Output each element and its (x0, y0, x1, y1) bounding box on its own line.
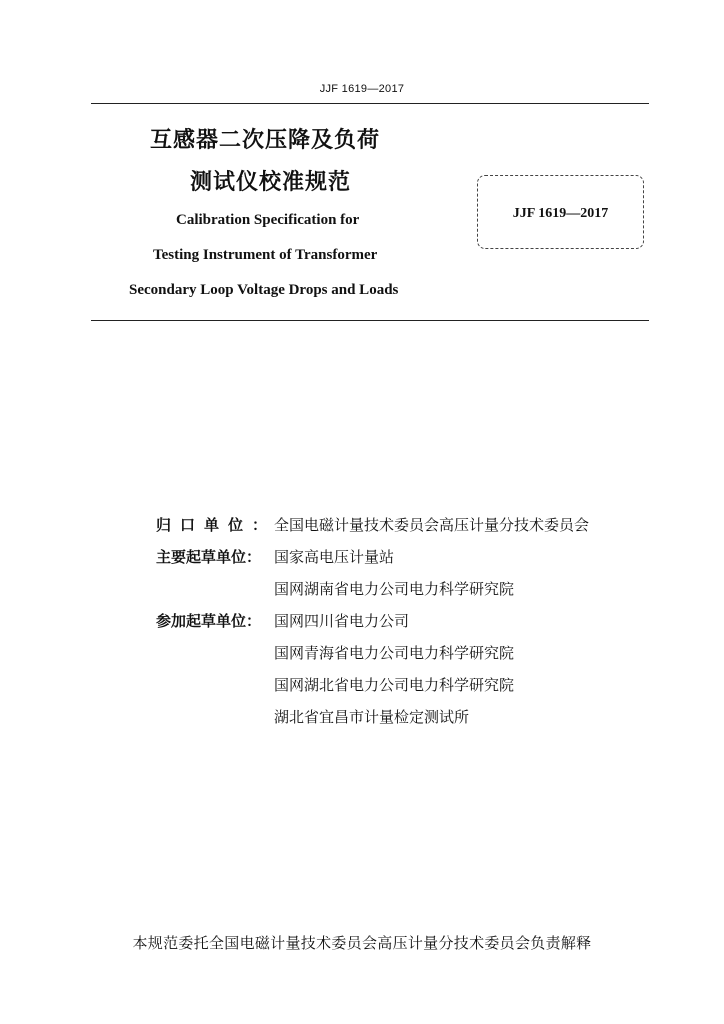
participating-value: 国网青海省电力公司电力科学研究院 (274, 644, 515, 662)
code-box (477, 175, 644, 249)
participating-value: 国网四川省电力公司 (274, 612, 410, 630)
participating-label: 参加起草单位： (156, 612, 262, 630)
header-rule (91, 103, 649, 104)
participating-value: 湖北省宜昌市计量检定测试所 (274, 708, 470, 726)
title-cn-line2: 测试仪校准规范 (190, 170, 352, 195)
responsible-label: 归口单位： (156, 516, 277, 534)
main-drafting-value: 国网湖南省电力公司电力科学研究院 (274, 580, 515, 598)
title-en-line1: Calibration Specification for (176, 212, 360, 228)
footer-note: 本规范委托全国电磁计量技术委员会高压计量分技术委员会负责解释 (132, 934, 592, 952)
main-drafting-value: 国家高电压计量站 (274, 548, 395, 566)
title-cn-line1: 互感器二次压降及负荷 (150, 128, 381, 153)
main-drafting-label: 主要起草单位： (156, 548, 262, 566)
title-en-line2: Testing Instrument of Transformer (153, 247, 378, 263)
header-code: JJF 1619—2017 (319, 83, 405, 95)
participating-value: 国网湖北省电力公司电力科学研究院 (274, 676, 515, 694)
code-box-text: JJF 1619—2017 (512, 206, 609, 221)
responsible-value: 全国电磁计量技术委员会高压计量分技术委员会 (274, 516, 590, 534)
title-bottom-rule (91, 320, 649, 321)
title-en-line3: Secondary Loop Voltage Drops and Loads (129, 282, 399, 298)
